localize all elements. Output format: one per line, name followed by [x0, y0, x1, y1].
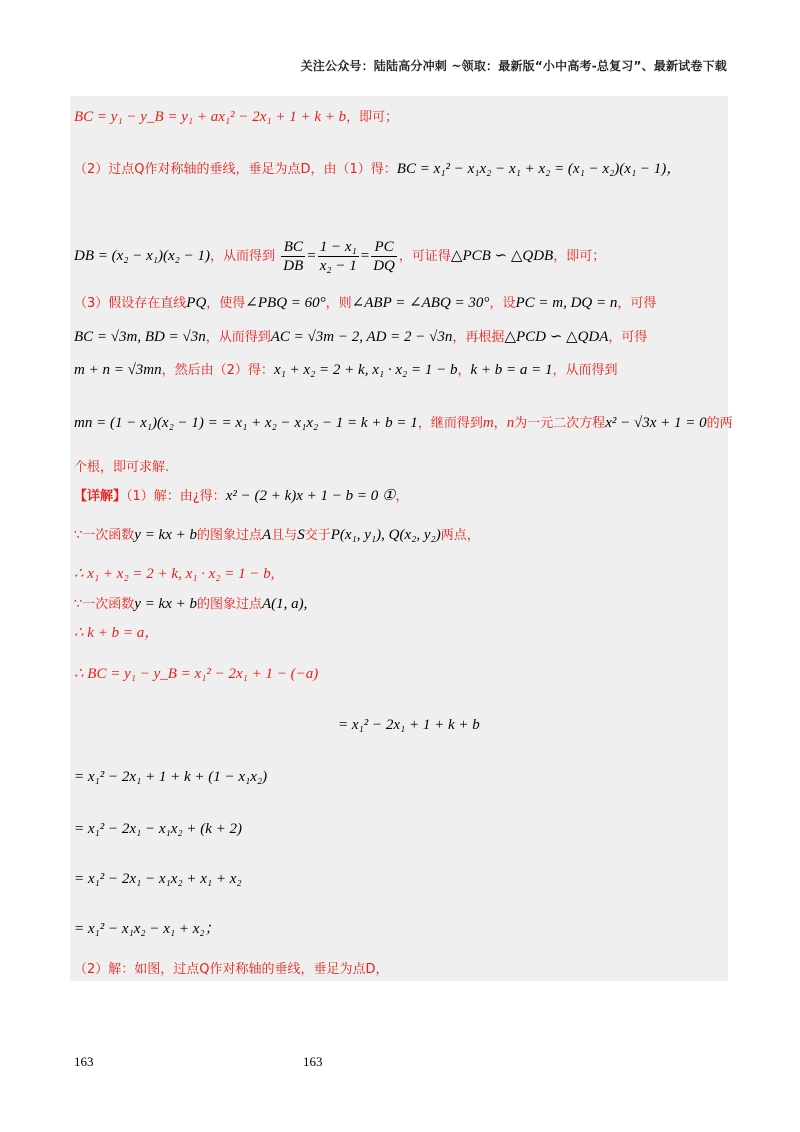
- solution-line-6: [74, 665, 318, 683]
- math: n: [506, 415, 515, 431]
- solution-line-12: [74, 960, 389, 979]
- math: BC = √3m, BD = √3n: [74, 329, 206, 345]
- text: （3）假设存在直线: [74, 296, 187, 311]
- solution-line-11: [74, 920, 220, 938]
- text: ，再根据: [452, 330, 505, 345]
- page-header: 关注公众号：陆陆高分冲刺 ~领取：最新版“小中高考-总复习”、最新试卷下载: [300, 59, 727, 73]
- text: ，可证得: [398, 249, 451, 264]
- text: （1）解：由¿得：: [126, 489, 226, 504]
- math: PC = m, DQ = n: [515, 295, 618, 311]
- math: ∴ k + b = a，: [74, 625, 160, 641]
- text: ，: [457, 363, 471, 378]
- math: ∠ABP = ∠ABQ = 30°: [351, 295, 490, 311]
- text: ，然后由（2）得：: [161, 363, 274, 378]
- text: ，设: [489, 296, 516, 311]
- analysis-line-5: [74, 328, 647, 347]
- text: ∵一次函数: [74, 528, 135, 543]
- analysis-line-6: [74, 361, 618, 380]
- math: △PCD ∽ △QDA: [504, 329, 609, 345]
- math: = x₁² − 2x₁ + 1 + k + b: [338, 717, 480, 733]
- analysis-line-4: [74, 294, 656, 313]
- text: ，即可；: [346, 110, 399, 125]
- text: 且与: [271, 528, 298, 543]
- text: 的图象过点: [197, 597, 263, 612]
- text: 个根，即可求解.: [74, 460, 170, 475]
- text: 两点，: [440, 528, 480, 543]
- math: x² − (2 + k)x + 1 − b = 0 ①: [225, 488, 396, 504]
- math: mn = (1 − x₁)(x₂ − 1) = = x₁ + x₂ − x₁x₂ − 1 = k + b = 1: [74, 415, 418, 431]
- page-number-center: 163: [303, 1054, 323, 1069]
- math: k + b = a = 1: [470, 362, 553, 378]
- math: y = kx + b: [134, 596, 197, 612]
- text: ，可得: [608, 330, 648, 345]
- text: 交于: [304, 528, 331, 543]
- text: ，从而得到: [209, 249, 275, 264]
- math: = x₁² − x₁x₂ − x₁ + x₂；: [74, 921, 220, 937]
- solution-line-4: [74, 595, 307, 614]
- math: BC = y₁ − y_B = y₁ + ax₁² − 2x₁ + 1 + k + b: [74, 109, 347, 125]
- numerator: BC: [281, 238, 305, 257]
- solution-line-9: [74, 820, 242, 838]
- solution-line-5: [74, 624, 159, 642]
- text: ∵一次函数: [74, 597, 135, 612]
- math: ∠PBQ = 60°: [245, 295, 326, 311]
- text: ，可得: [617, 296, 657, 311]
- math: S: [297, 527, 305, 543]
- text: 的两: [706, 416, 733, 431]
- solution-label: 【详解】: [74, 489, 127, 504]
- denominator: DQ: [373, 258, 395, 274]
- analysis-line-1: [74, 108, 398, 127]
- text: ，则: [325, 296, 352, 311]
- text: ，即可；: [553, 249, 606, 264]
- fraction-1x1-x21: [318, 238, 359, 275]
- math: AC = √3m − 2, AD = 2 − √3n: [270, 329, 453, 345]
- math: = x₁² − 2x₁ + 1 + k + (1 − x₁x₂): [74, 769, 268, 785]
- math: A(1, a),: [262, 596, 308, 612]
- analysis-line-8: [74, 458, 169, 477]
- math: PQ: [186, 295, 207, 311]
- fraction-pc-dq: [371, 238, 397, 275]
- solution-line-1: [74, 487, 408, 506]
- text: 的图象过点: [197, 528, 263, 543]
- solution-line-7: [338, 716, 480, 734]
- text: ，: [493, 416, 507, 431]
- denominator: x₂ − 1: [319, 258, 357, 274]
- math: = x₁² − 2x₁ − x₁x₂ + (k + 2): [74, 821, 242, 837]
- text: ，使得: [206, 296, 246, 311]
- text: （2）解：如图，过点Q作对称轴的垂线，垂足为点D，: [74, 962, 389, 977]
- math: x² − √3x + 1 = 0: [605, 415, 707, 431]
- math: ∴ BC = y₁ − y_B = x₁² − 2x₁ + 1 − (−a): [74, 666, 319, 682]
- math: m + n = √3mn: [74, 362, 162, 378]
- numerator: PC: [371, 238, 397, 257]
- math: DB = (x₂ − x₁)(x₂ − 1): [74, 248, 210, 264]
- numerator: 1 − x₁: [319, 239, 357, 255]
- text: ，从而得到: [205, 330, 271, 345]
- solution-line-8: [74, 768, 267, 786]
- text: ，: [395, 489, 409, 504]
- math: m: [482, 415, 494, 431]
- analysis-line-2: [74, 160, 681, 179]
- text: 为一元二次方程: [514, 416, 606, 431]
- math: △PCB ∽ △QDB: [450, 248, 554, 264]
- math: ∴ x₁ + x₂ = 2 + k, x₁ · x₂ = 1 − b,: [74, 566, 275, 582]
- page-number-left: 163: [74, 1054, 94, 1069]
- math: BC = x₁² − x₁x₂ − x₁ + x₂ = (x₁ − x₂)(x₁ − 1)，: [396, 161, 682, 177]
- math: x₁ + x₂ = 2 + k, x₁ · x₂ = 1 − b: [273, 362, 458, 378]
- math: A: [262, 527, 272, 543]
- denominator: DB: [283, 258, 304, 274]
- analysis-line-3: DB = (x₂ − x₁)(x₂ − 1)，从而得到 $\frac{BC}{DB}$ = $\frac{\text{1 − x₁}}{\text{x₂ − 1}}$ = $\frac{PC}{DQ}$ ，可证得△PCB ∽ △QDB，即可；: [74, 239, 606, 274]
- math: y = kx + b: [134, 527, 197, 543]
- solution-line-10: [74, 870, 242, 888]
- text: ，继而得到: [417, 416, 483, 431]
- text: （2）过点Q作对称轴的垂线，垂足为点D，由（1）得：: [74, 162, 397, 177]
- math: = x₁² − 2x₁ − x₁x₂ + x₁ + x₂: [74, 871, 242, 887]
- solution-line-3: [74, 565, 275, 583]
- text: ，从而得到: [552, 363, 618, 378]
- math: P(x₁, y₁), Q(x₂, y₂): [330, 527, 441, 543]
- solution-line-2: [74, 526, 480, 545]
- fraction-bc-db: [281, 238, 305, 275]
- analysis-line-7: [74, 414, 733, 433]
